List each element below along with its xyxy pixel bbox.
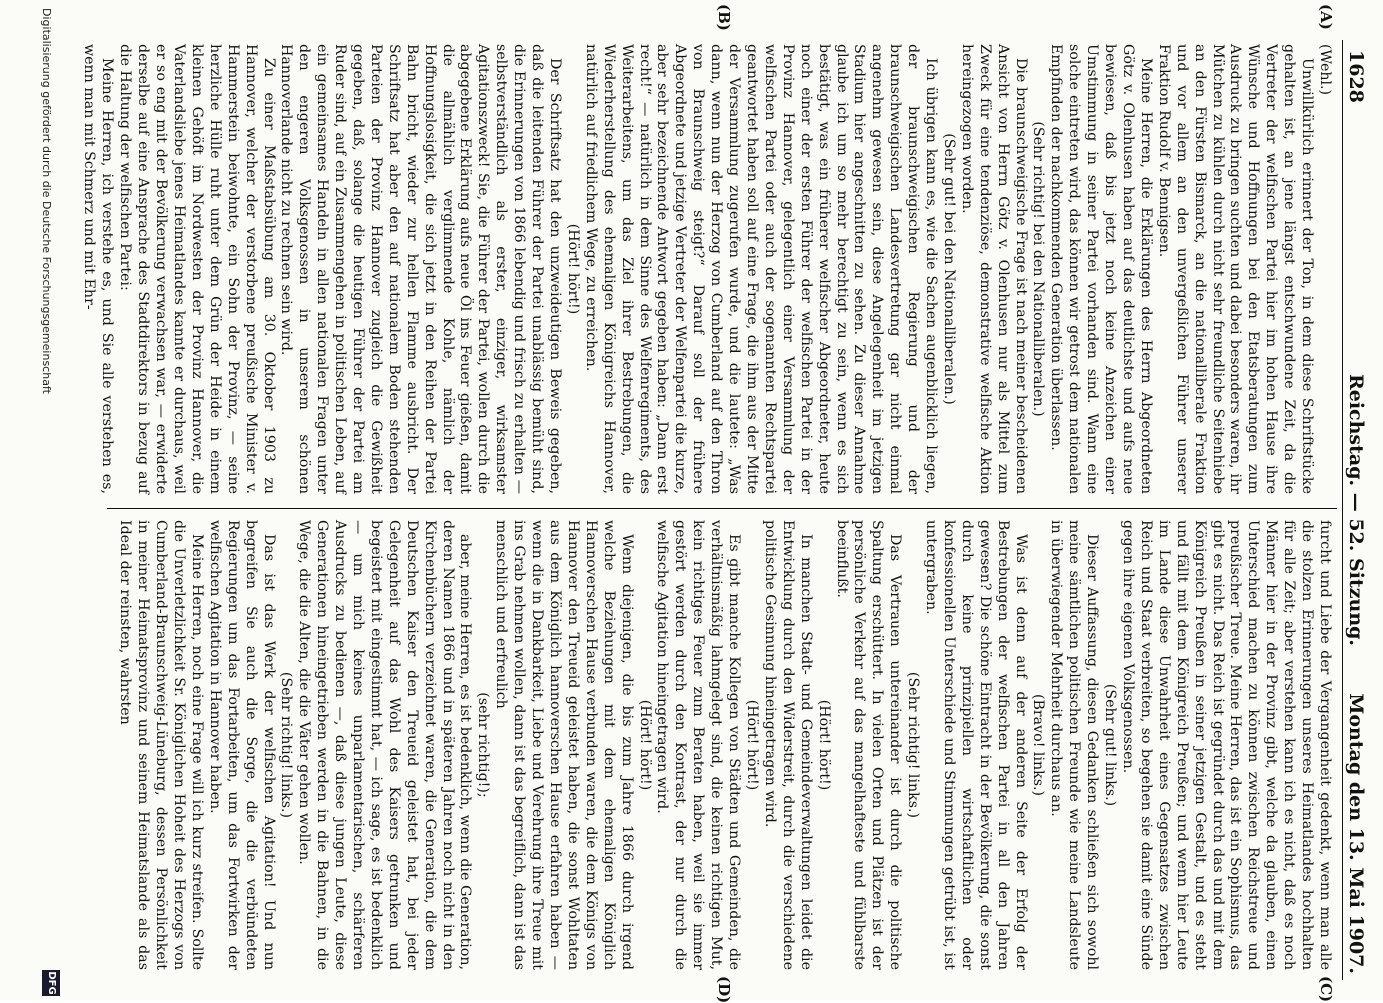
margin-mark-b: (B) bbox=[715, 4, 733, 31]
paragraph: Der Schriftsatz hat den unzweideutigen Beweis gegeben, daß die leitenden Führer der Partei unablässig bemüht sind, die Erinnerungen von 1866 lebendig und frisch zu erhalten — selbstverständlich als erster, einziger, wirksamster Agitationszweck! Sie, die Führer der Partei, wollen durch die abgegebene Erklärung aufs neue Öl ins Feuer gießen, damit die allmählich verglimmende Kohle, nämlich der Hoffnungslosigkeit, die sich jetzt in den Reihen der Partei Bahn bricht, wieder zur hellen Flamme ausbricht. Der Schriftsatz hat aber den auf nationalem Boden stehenden Parteien der Provinz Hannover zugleich die Gewißheit gegeben, daß, solange die heutigen Führer der Partei am Ruder sind, auf ein Zusammengehen in politischen Leben, auf ein gemeinsames Handeln in allen nationalen Fragen unter den engeren Volksgenossen in unserem schönen Hannoverlande nicht zu rechnen sein wird. bbox=[278, 44, 564, 494]
page-footer bbox=[23, 0, 93, 1000]
paragraph: (Sehr richtig! bei den Nationalliberalen.) bbox=[1030, 121, 1047, 417]
margin-mark-d: (D) bbox=[715, 976, 733, 1003]
paragraph: (Hört! hört!) bbox=[815, 699, 832, 791]
paragraph: (sehr richtig!); bbox=[475, 692, 492, 798]
paragraph: Meine Herren, die Erklärungen des Herrn Abgeordneten Götz v. Olenhusen haben auf das deutlichste und aufs neue bewiesen, daß bis jetzt noch keine Anzeichen einer Umstimmung in seiner Partei vorhanden sind. Wann eine solche eintreten wird, das können wir getrost dem nationalen Empfinden der nachkommenden Generation überlassen. bbox=[1048, 44, 1154, 494]
page-number: 1628 bbox=[1345, 50, 1367, 103]
margin-mark-a: (A) bbox=[1317, 4, 1335, 30]
paragraph: (Bravo! links.) bbox=[1030, 693, 1047, 797]
paragraph: Meine Herren, noch eine Frage will ich kurz streifen. Sollte die Unverletzlichkeit Sr. Königlichen Hoheit des Herzogs von Cumberland-Braunschweig-Lüneburg, dessen Persönlichkeit in meiner Heimatsprovinz und seinem Heimatslande als das Ideal der reinsten, wahrsten bbox=[117, 520, 205, 970]
paragraph: Es gibt manche Kollegen von Städten und Gemeinden, die verhältnismäßig lahmgelegt sind, die keinen richtigen Mut, kein richtiges Feuer zum Beraten haben, weil sie immer gestört werden durch den Kontrast, der nur durch die welfische Agitation hineingetragen wird. bbox=[654, 520, 743, 970]
right-text-column bbox=[93, 520, 1333, 970]
left-text-column bbox=[81, 44, 1333, 494]
paragraph: (Hört! hört!) bbox=[636, 699, 653, 791]
paragraph: Zu einer Maßstabsübung am 30. Oktober 1903 zu Hannover, welcher der verstorbene preußische Minister v. Hammerstein beiwohnte, ein Sohn der Provinz, — seine herzliche Hülle ruht unter dem Grün der Heide in einem kleinen Gehöft im Nordwesten der Provinz Hannover, die Vaterlandsliebe jenes Heimatlandes kannte er durchaus, weil er so eng mit der Bevölkerung verwachsen war, — erwiderte derselbe auf eine Ansprache des Stadtdirektors in bezug auf die Haltung der welfischen Partei: bbox=[117, 44, 277, 494]
session-date: Montag den 13. Mai 1907. bbox=[1345, 693, 1367, 974]
page-header bbox=[1342, 40, 1369, 980]
paragraph: In manchen Stadt- und Gemeindeverwaltungen leidet die Entwicklung durch den Widerstreit, durch die verschiedene politische Gesinnung hineingetragen wird. bbox=[761, 520, 814, 970]
column-divider bbox=[107, 508, 1337, 509]
session-title: Reichstag. — 52. Sitzung. bbox=[1345, 373, 1367, 647]
paragraph: furcht und Liebe der Vergangenheit gedenkt, wenn man alle die stolzen Erinnerungen unseres Heimatlandes hochhalten für alle Zeit; aber verstehen kann ich es nicht, daß es noch Männer hier in der Provinz gibt, welche da glauben, einen Unterschied machen zu können zwischen Reichstreue und preußischer Treue. Meine Herren, das ist ein Sophismus, das gibt es nicht. Das Reich ist gegründet durch das und mit dem Königreich Preußen in seiner jetzigen Gestalt, und es steht und fällt mit dem Königreich Preußen; und wenn hier Leute im Lande diese Unwahrheit eines Gegensatzes zwischen Reich und Staat verbreiten, so begehen sie damit eine Sünde gegen ihre eigenen Volksgenossen. bbox=[1120, 520, 1333, 970]
paragraph: (Sehr gut! bei den Nationalliberalen.) bbox=[940, 133, 957, 405]
paragraph: (Wehl.) bbox=[1317, 44, 1333, 96]
paragraph: Wenn diejenigen, die bis zum Jahre 1866 durch irgend welche Beziehungen mit dem ehemaligen Königlich Hannoverschen Hause verbunden waren, die dem Königs von Hannover den Treueid geleistet haben, die sonst Wohltaten aus dem Königlich hannoverschen Hause erfahren haben — wenn die in Dankbarkeit, Liebe und Verehrung ihre Treue mit ins Grab nehmen wollen, dann ist das begreiflich, dann ist das menschlich und erfreulich bbox=[493, 520, 635, 970]
paragraph: (Sehr gut! links.) bbox=[1102, 683, 1119, 807]
paragraph: Was ist denn auf der anderen Seite der Erfolg der Bestrebungen der welfischen Partei in all den Jahren gewesen? Die schöne Eintracht in der Bevölkerung, die sonst durch keine prinzipiellen wirtschaftlichen oder konfessionellen Unterschiede und Stimmungen getrübt ist, ist untergraben. bbox=[923, 520, 1029, 970]
paragraph: aber, meine Herren, es ist bedenklich, wenn die Generation, deren Namen 1866 und in späteren Jahren noch nicht in den Kirchenbüchern verzeichnet waren, die Generation, die dem Deutschen Kaiser den Treueid geleistet hat, bei jeder Gelegenheit auf das Wohl des Kaisers getrunken und begeistert mit eingestimmt hat, — ich sage, es ist bedenklich — um mich keines unparlamentarischen, schärferen Ausdrucks zu bedienen —, daß diese jungen Leute, diese Generationen hineingetrieben werden in die Bahnen, in die Wege, die die Alten, die die Väter gehen wollen. bbox=[296, 520, 474, 970]
paragraph: (Sehr richtig! links.) bbox=[278, 671, 295, 819]
dfg-logo: DFG bbox=[42, 970, 60, 996]
paragraph: Meine Herren, ich verstehe es, und Sie alle verstehen es, wenn man mit Schmerz und mit Ehr- bbox=[81, 44, 116, 494]
paragraph: Dieser Auffassung, diesen Gedanken schließen sich sowohl meine sämtlichen politischen Freunde wie meine Landsleute in überwiegender Mehrheit durchaus an. bbox=[1048, 520, 1101, 970]
digitization-credit: Digitalisierung gefördert durch die Deutsche Forschungsgemeinschaft bbox=[40, 8, 53, 394]
paragraph: Die braunschweigische Frage ist nach meiner bescheidenen Ansicht von Herrn Götz v. Olenhusen nur als Mittel zum Zweck für eine tendenziöse, demonstrative welfische Aktion hereingezogen worden. bbox=[958, 44, 1029, 494]
paragraph: (Hört! hört!) bbox=[564, 223, 581, 315]
paragraph: Das ist das Werk der welfischen Agitation! Und nun begreifen Sie auch die Sorge, die die verbündeten Regierungen um das Fortarbeiten, um das Fortwirken der welfischen Agitation in Hannover haben. bbox=[206, 520, 277, 970]
margin-mark-c: (C) bbox=[1317, 976, 1335, 1003]
paragraph: (Hört! hört!) bbox=[744, 699, 760, 791]
paragraph: (Sehr richtig! links.) bbox=[905, 671, 922, 819]
paragraph: Das Vertrauen untereinander ist durch die politische Spaltung erschüttert. In vielen Orten und Plätzen ist der persönliche Verkehr auf das mangelhafteste und fühlbarste beeinflußt. bbox=[833, 520, 904, 970]
paragraph: Unwillkürlich erinnert der Ton, in dem diese Schriftstücke gehalten ist, an jene längst entschwundene Zeit, da die Vertreter der welfischen Partei hier im hohen Hause ihre Wünsche und Hoffnungen bei den Etatsberatungen zum Ausdruck zu bringen suchten und dabei besonders waren, ihr Mütchen zu kühlen durch nicht sehr freundliche Seitenhiebe an den Fürsten Bismarck, an die nationalliberale Fraktion und vor allem an den unvergeßlichen Führer unserer Fraktion Rudolf v. Bennigsen. bbox=[1155, 44, 1316, 494]
paragraph: Ich übrigen kann es, wie die Sachen augenblicklich liegen, der braunschweigischen Regierung und der braunschweigischen Landesvertretung gar nicht einmal angenehm gewesen sein, diese Angelegenheit im jetzigen Stadium hier angeschnitten zu sehen. Zu dieser Annahme glaube ich um so mehr berechtigt zu sein, wenn es sich bestätigt, was ein früherer welfischer Abgeordneter, heute noch einer der ersten Führer der welfischen Partei in der Provinz Hannover, gelegentlich einer Versammlung der welfischen Partei oder auch der sogenannten Rechtspartei geantwortet haben soll auf eine Frage, die ihm aus der Mitte der Versammlung zugerufen wurde, und die lautete: „Was dann, wenn nun der Herzog von Cumberland auf den Thron von Braunschweig steigt?“ Darauf soll der frühere Abgeordnete und jetzige Vertreter der Welfenpartei die kurze, aber sehr bezeichnende Antwort gegeben haben: „Dann erst recht!“ — natürlich in dem Sinne des Welfenregiments, des Weiterarbeitens, um das Ziel ihrer Bestrebungen, die Wiederherstellung des ehemaligen Königreichs Hannover, natürlich auf friedlichem Wege, zu erreichen. bbox=[582, 44, 940, 494]
